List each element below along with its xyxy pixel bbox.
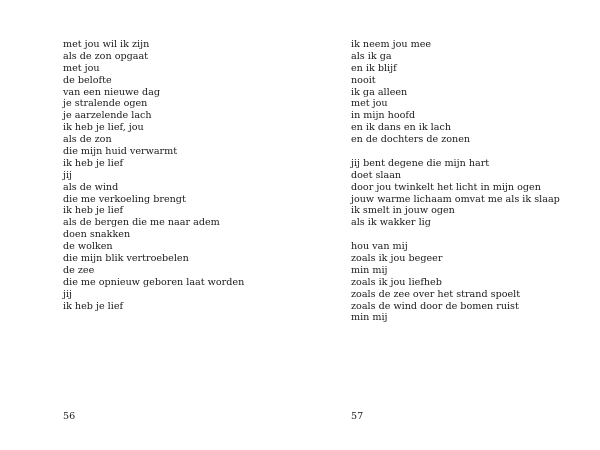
poem-line: ik heb je lief [63,205,124,217]
poem-line: met jou [351,98,388,110]
poem-line: ik heb je lief, jou [63,122,144,134]
poem-line: je aarzelende lach [63,110,152,122]
poem-line: zoals de zee over het strand spoelt [351,288,521,300]
poem-line: ik neem jou mee [351,39,432,50]
left-poem [63,39,244,312]
poem-line: en de dochters de zonen [351,134,471,146]
poem-line: die mijn blik vertroebelen [63,253,189,265]
poem-line: jouw warme lichaam omvat me als ik slaap [351,193,560,205]
poem-line: de zee [63,264,95,276]
poem-line: en ik blijf [351,62,397,74]
poem-line: min mij [351,264,388,276]
poem-line: zoals ik jou begeer [351,253,443,265]
poem-line: die me opnieuw geboren laat worden [63,276,245,288]
right-page [300,0,600,450]
poem-line: als ik ga [351,50,392,62]
poem-line: hou van mij [351,241,408,253]
page-number-right: 57 [351,411,364,422]
poem-line: als de zon [63,134,112,146]
poem-line: als de zon opgaat [63,50,149,62]
poem-line: en ik dans en ik lach [351,122,452,134]
poem-line: ik heb je lief [63,300,124,312]
poem-line: als de bergen die me naar adem [63,217,220,229]
poem-line: de belofte [63,74,112,86]
poem-line: die mijn huid verwarmt [63,146,178,158]
poem-line: ik ga alleen [351,86,408,98]
poem-line: jij bent degene die mijn hart [351,157,490,169]
poem-line: zoals ik jou liefheb [351,276,442,288]
poem-line: de wolken [63,241,113,253]
poem-line: van een nieuwe dag [63,86,160,98]
page-number-left: 56 [63,411,76,422]
poem-line: ik smelt in jouw ogen [351,205,455,217]
poem-line: zoals de wind door de bomen ruist [351,300,519,312]
poem-line: je stralende ogen [63,98,148,110]
poem-line: door jou twinkelt het licht in mijn ogen [351,181,541,193]
stanza-break [351,146,560,158]
poem-line: min mij [351,312,388,324]
poem-line: als de wind [63,181,119,193]
poem-line: doen snakken [63,229,131,241]
poem-line: met jou [63,62,100,74]
poem-line: jij [63,288,73,300]
poem-line: nooit [351,74,376,86]
right-poem [351,39,560,324]
poem-line: ik heb je lief [63,157,124,169]
stanza-break [351,229,560,241]
poem-line: in mijn hoofd [351,110,416,122]
poem-line: doet slaan [351,169,402,181]
poem-line: jij [63,169,73,181]
poem-line: met jou wil ik zijn [63,39,150,50]
poem-line: die me verkoeling brengt [63,193,186,205]
poem-line: als ik wakker lig [351,217,431,229]
